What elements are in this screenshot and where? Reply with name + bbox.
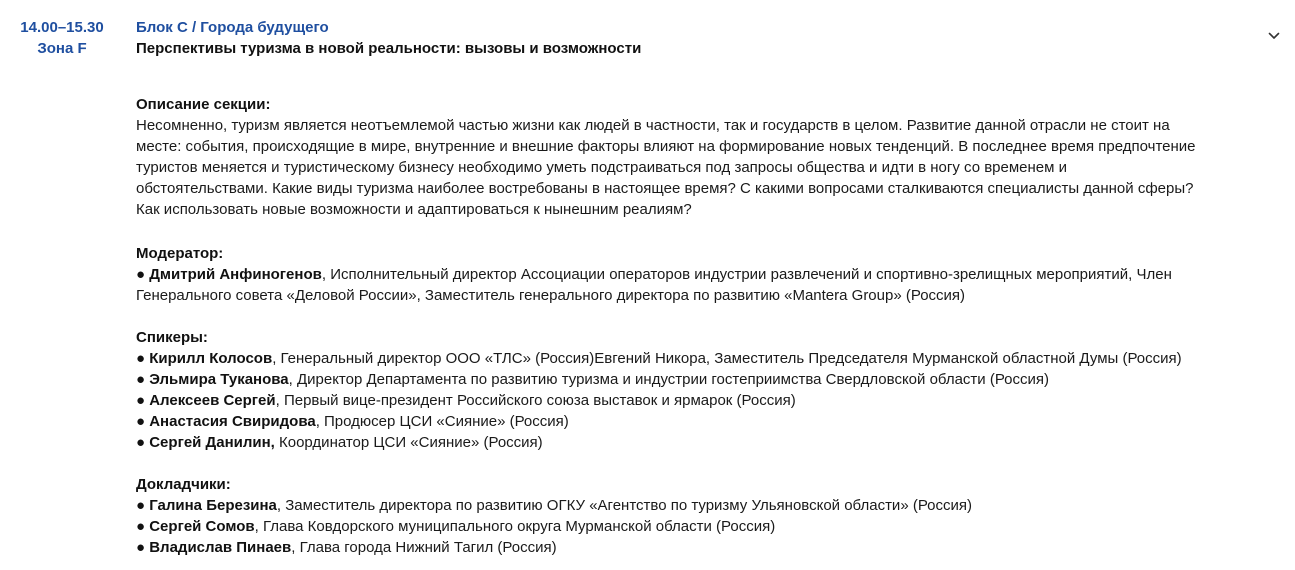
person-name: ● Алексеев Сергей	[136, 392, 276, 409]
person-role: , Директор Департамента по развитию туризма и индустрии гостеприимства Свердловской области (Россия)	[288, 371, 1050, 388]
person-line	[136, 432, 1276, 453]
session-zone: Зона F	[37, 40, 87, 57]
person-role: , Генеральный директор ООО «ТЛС» (Россия)Евгений Никора, Заместитель Председателя Мурманской областной Думы (Россия)	[272, 350, 1182, 367]
person-line	[136, 369, 1276, 390]
moderator-section	[136, 243, 1276, 306]
session-time: 14.00–15.30	[20, 19, 104, 36]
person-line	[136, 411, 1276, 432]
person-line	[136, 285, 1276, 306]
person-role: , Первый вице-президент Российского союза выставок и ярмарок (Россия)	[275, 392, 796, 409]
person-name: ● Галина Березина	[136, 497, 277, 514]
person-name: ● Сергей Данилин,	[136, 434, 275, 451]
person-role: , Исполнительный директор Ассоциации операторов индустрии развлечений и спортивно-зрелищных мероприятий, Член	[321, 266, 1172, 283]
person-name: ● Владислав Пинаев	[136, 539, 292, 556]
description-section	[136, 94, 1276, 220]
person-role: , Заместитель директора по развитию ОГКУ «Агентство по туризму Ульяновской области» (Россия)	[276, 497, 973, 514]
person-line	[136, 390, 1276, 411]
reporters-section	[136, 474, 1276, 558]
person-role: , Глава города Нижний Тагил (Россия)	[291, 539, 557, 556]
speakers-heading: Спикеры:	[136, 329, 208, 346]
speaker-item	[136, 369, 1276, 390]
session-content	[136, 17, 1276, 558]
reporter-item	[136, 537, 1276, 558]
person-line	[136, 264, 1276, 285]
person-line	[136, 516, 1276, 537]
session-title: Перспективы туризма в новой реальности: вызовы и возможности	[136, 40, 642, 57]
session-time-zone	[0, 17, 124, 59]
person-role: , Глава Ковдорского муниципального округа Мурманской области (Россия)	[254, 518, 776, 535]
description-line: Как использовать новые возможности и адаптироваться к нынешним реалиям?	[136, 201, 692, 218]
person-role: Генерального совета «Деловой России», Заместитель генерального директора по развитию «Mantera Group» (Россия)	[136, 287, 966, 304]
description-text	[136, 115, 1276, 220]
person-name: ● Кирилл Колосов	[136, 350, 273, 367]
speaker-item	[136, 432, 1276, 453]
person-name: ● Эльмира Туканова	[136, 371, 289, 388]
description-line: Несомненно, туризм является неотъемлемой частью жизни как людей в частности, так и государств в целом. Развитие данной отрасли не стоит на	[136, 117, 1170, 134]
speaker-item	[136, 348, 1276, 369]
person-line	[136, 537, 1276, 558]
person-role: , Продюсер ЦСИ «Сияние» (Россия)	[315, 413, 569, 430]
person-name: ● Сергей Сомов	[136, 518, 255, 535]
description-line: туристов меняется и туристическому бизнесу необходимо уметь подстраиваться под запросы общества и идти в ногу со временем и	[136, 159, 1068, 176]
speaker-item	[136, 411, 1276, 432]
speakers-section	[136, 327, 1276, 453]
description-heading: Описание секции:	[136, 96, 271, 113]
moderator-heading: Модератор:	[136, 245, 224, 262]
speaker-item	[136, 390, 1276, 411]
description-line: обстоятельствами. Какие виды туризма наиболее востребованы в настоящее время? С какими вопросами сталкиваются специалисты данной сферы?	[136, 180, 1194, 197]
description-line: месте: события, происходящие в мире, внутренние и внешние факторы влияют на формирование новых тенденций. В последнее время предпочтение	[136, 138, 1196, 155]
person-name: ● Анастасия Свиридова	[136, 413, 316, 430]
moderator-item	[136, 264, 1276, 306]
person-role: Координатор ЦСИ «Сияние» (Россия)	[274, 434, 543, 451]
session-block: Блок C / Города будущего	[136, 19, 329, 36]
reporters-heading: Докладчики:	[136, 476, 231, 493]
person-name: ● Дмитрий Анфиногенов	[136, 266, 322, 283]
person-line	[136, 348, 1276, 369]
person-line	[136, 495, 1276, 516]
reporter-item	[136, 495, 1276, 516]
reporter-item	[136, 516, 1276, 537]
